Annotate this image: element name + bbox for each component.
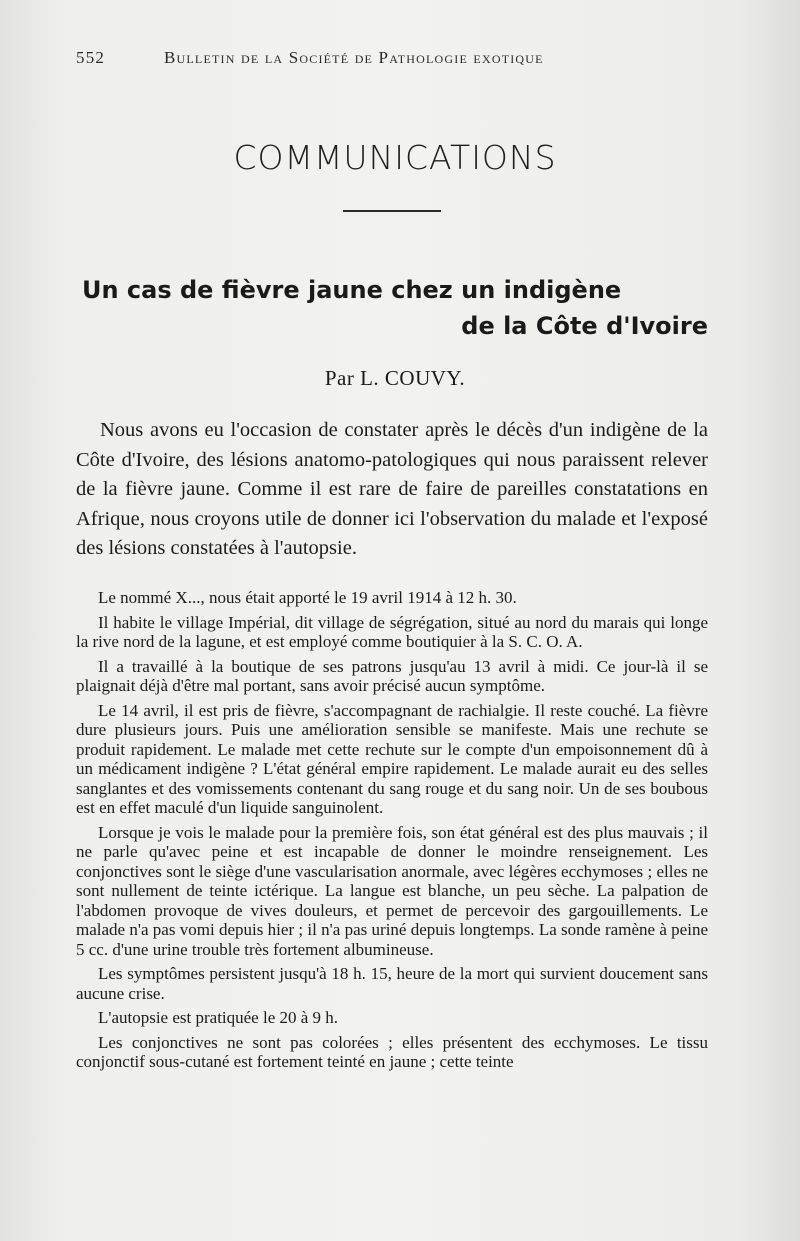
article-body	[76, 588, 708, 1077]
article-title-line-2: de la Côte d'Ivoire	[461, 312, 708, 340]
article-title	[82, 272, 708, 344]
section-title: COMMUNICATIONS	[233, 138, 557, 177]
body-paragraph: Lorsque je vois le malade pour la première fois, son état général est des plus mauvais ; il ne parle qu'avec peine et est incapable de donner le moindre renseignement. Les conjonctives sont le siège d'une vascularisation anormale, avec légères ecchymoses ; elles ne sont nullement de teinte ictérique. La langue est blanche, un peu sèche. La palpation de l'abdomen provoque de vives douleurs, et permet de percevoir des gargouillements. Le malade n'a pas vomi depuis hier ; il n'a pas uriné depuis longtemps. La sonde ramène à peine 5 cc. d'une urine trouble très fortement albumineuse.	[76, 822, 708, 959]
body-paragraph: L'autopsie est pratiquée le 20 à 9 h.	[98, 1008, 339, 1027]
body-paragraph: Les symptômes persistent jusqu'à 18 h. 15, heure de la mort qui survient doucement sans aucune crise.	[76, 964, 708, 1003]
journal-title: Bulletin de la Société de Pathologie exotique	[164, 48, 544, 67]
body-paragraph: Les conjonctives ne sont pas colorées ; elles présentent des ecchymoses. Le tissu conjonctif sous-cutané est fortement teinté en jaune ; cette teinte	[76, 1032, 708, 1071]
title-divider	[343, 210, 441, 212]
body-paragraph: Il habite le village Impérial, dit village de ségrégation, situé au nord du marais qui longe la rive nord de la lagune, et est employé comme boutiquier à la S. C. O. A.	[76, 612, 708, 651]
page-number: 552	[76, 48, 106, 67]
body-paragraph: Le 14 avril, il est pris de fièvre, s'accompagnant de rachialgie. Il reste couché. La fièvre dure plusieurs jours. Puis une amélioration sensible se manifeste. Mais une rechute se produit rapidement. Le malade met cette rechute sur le compte d'un empoisonnement dû à un médicament indigène ? L'état général empire rapidement. Le malade aurait eu des selles sanglantes et des vomissements contenant du sang rouge et du sang noir. Un de ses boubous est en effet maculé d'un liquide sanguinolent.	[76, 700, 708, 817]
body-paragraph: Le nommé X..., nous était apporté le 19 avril 1914 à 12 h. 30.	[98, 588, 517, 607]
article-title-line-1: Un cas de fièvre jaune chez un indigène	[82, 276, 622, 304]
body-paragraph: Il a travaillé à la boutique de ses patrons jusqu'au 13 avril à midi. Ce jour-là il se plaignait déjà d'être mal portant, sans avoir précisé aucun symptôme.	[76, 656, 708, 695]
running-header	[76, 48, 636, 68]
author-byline: Par L. COUVY.	[324, 366, 466, 390]
intro-paragraph: Nous avons eu l'occasion de constater après le décès d'un indigène de la Côte d'Ivoire, des lésions anatomo-patologiques qui nous paraissent relever de la fièvre jaune. Comme il est rare de faire de pareilles constatations en Afrique, nous croyons utile de donner ici l'observation du malade et l'exposé des lésions constatées à l'autopsie.	[76, 419, 708, 559]
